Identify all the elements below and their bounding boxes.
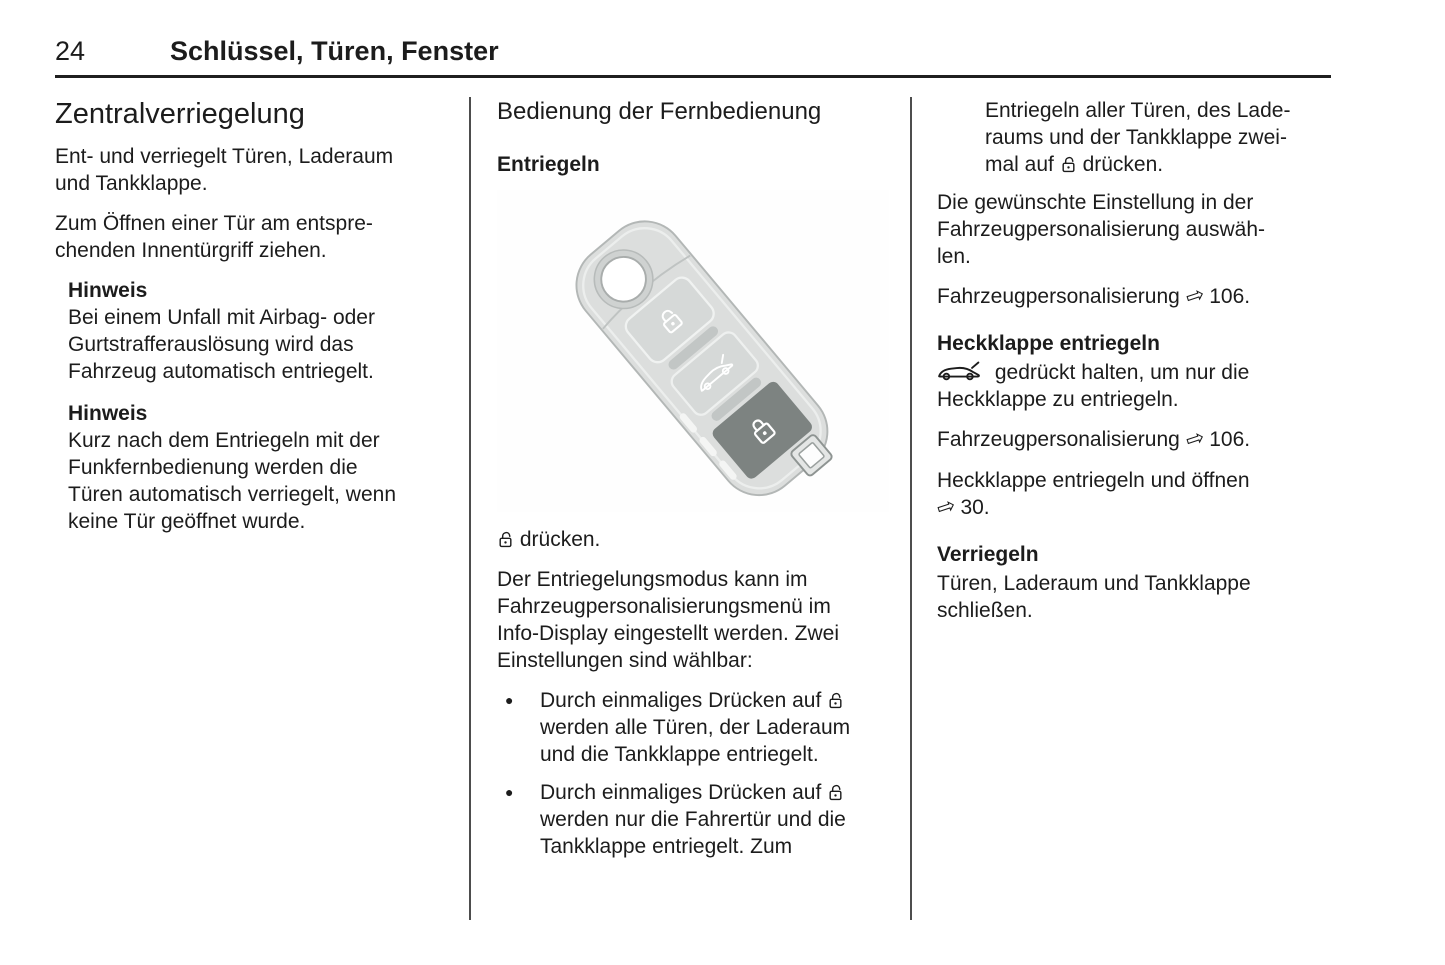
text-line: Bei einem Unfall mit Airbag- oder	[68, 306, 375, 329]
paragraph	[55, 210, 447, 264]
column-right	[933, 97, 1329, 637]
text-line: keine Tür geöffnet wurde.	[68, 510, 306, 533]
note-title: Hinweis	[68, 279, 148, 302]
text-line: Gurtstrafferauslösung wird das	[68, 333, 354, 356]
subsection-heading: Entriegeln	[497, 153, 600, 176]
cross-reference: Fahrzeugpersonalisierung ⇨106.	[937, 423, 1251, 454]
remote-key-image	[497, 190, 889, 512]
paragraph	[937, 189, 1329, 270]
column-left	[55, 97, 447, 550]
unlock-icon	[827, 781, 844, 803]
text-line: Tankklappe entriegelt. Zum	[540, 835, 793, 858]
reference-arrow-icon: ⇨	[933, 491, 959, 522]
text-line: und die Tankklappe entriegelt.	[540, 743, 819, 766]
text-line: Kurz nach dem Entriegeln mit der	[68, 429, 380, 452]
section-heading: Bedienung der Fernbedienung	[497, 98, 822, 125]
text-line: Durch einmaliges Drücken auf	[540, 687, 889, 714]
text-line: Funkfernbedienung werden die	[68, 456, 358, 479]
paragraph	[497, 566, 889, 674]
chapter-title: Schlüssel, Türen, Fenster	[170, 36, 499, 66]
text-line: drücken.	[519, 528, 601, 551]
text-line: Zum Öffnen einer Tür am entspre-	[55, 212, 373, 235]
text-line: Fahrzeugpersonalisierung auswäh-	[937, 218, 1266, 241]
text-line: Der Entriegelungsmodus kann im	[497, 568, 808, 591]
text-line: werden nur die Fahrertür und die	[540, 808, 846, 831]
bullet-continuation	[937, 97, 1329, 178]
car-open-tailgate-icon	[937, 360, 983, 383]
page-header	[55, 36, 1331, 78]
bullet-marker: ●	[505, 692, 514, 708]
column-middle	[497, 97, 889, 871]
text-line: Heckklappe zu entriegeln.	[937, 388, 1179, 411]
text-line: Entriegeln aller Türen, des Lade-	[985, 99, 1291, 122]
text-line: chenden Innentürgriff ziehen.	[55, 239, 327, 262]
text-line: Fahrzeug automatisch entriegelt.	[68, 360, 374, 383]
text-line: Ent- und verriegelt Türen, Laderaum	[55, 145, 394, 168]
press-line	[497, 526, 889, 553]
column-separator	[469, 97, 471, 920]
text-line: schließen.	[937, 599, 1033, 622]
note-block	[55, 400, 447, 535]
text-line: werden alle Türen, der Laderaum	[540, 716, 851, 739]
text-line: Fahrzeugpersonalisierungsmenü im	[497, 595, 831, 618]
unlock-icon	[497, 528, 514, 550]
bullet-text	[540, 779, 889, 860]
section-heading: Zentralverriegelung	[55, 98, 305, 130]
text-line: len.	[937, 245, 971, 268]
text-line: Türen automatisch verriegelt, wenn	[68, 483, 396, 506]
note-block	[55, 277, 447, 385]
cross-reference	[933, 467, 1329, 522]
subsection-heading: Heckklappe entriegeln	[937, 332, 1160, 355]
text-line: mal auf drücken.	[985, 153, 1164, 176]
paragraph	[937, 359, 1329, 413]
bullet-text	[540, 687, 889, 768]
unlock-icon	[827, 689, 844, 711]
cross-reference: Fahrzeugpersonalisierung ⇨106.	[937, 280, 1251, 311]
bullet-item	[497, 687, 889, 768]
page-number: 24	[55, 36, 86, 66]
reference-arrow-icon: ⇨	[1182, 280, 1208, 311]
text-line: Türen, Laderaum und Tankklappe	[937, 572, 1251, 595]
subsection-heading: Verriegeln	[937, 543, 1039, 566]
bullet-item	[497, 779, 889, 860]
unlock-icon	[1060, 153, 1077, 175]
paragraph	[937, 570, 1329, 624]
text-line: Durch einmaliges Drücken auf	[540, 779, 889, 806]
text-line: und Tankklappe.	[55, 172, 208, 195]
column-separator	[910, 97, 912, 920]
text-line: Info-Display eingestellt werden. Zwei	[497, 622, 839, 645]
text-line: Heckklappe entriegeln und öffnen	[937, 469, 1250, 492]
text-line: ⇨30.	[933, 491, 990, 522]
note-title: Hinweis	[68, 402, 148, 425]
text-line: Einstellungen sind wählbar:	[497, 649, 753, 672]
bullet-marker: ●	[505, 784, 514, 800]
text-line: raums und der Tankklappe zwei-	[985, 126, 1287, 149]
paragraph	[55, 143, 447, 197]
remote-key-illustration	[497, 190, 889, 512]
reference-arrow-icon: ⇨	[1182, 423, 1208, 454]
text-line: gedrückt halten, um nur die	[937, 359, 1329, 386]
text-line: Die gewünschte Einstellung in der	[937, 191, 1254, 214]
